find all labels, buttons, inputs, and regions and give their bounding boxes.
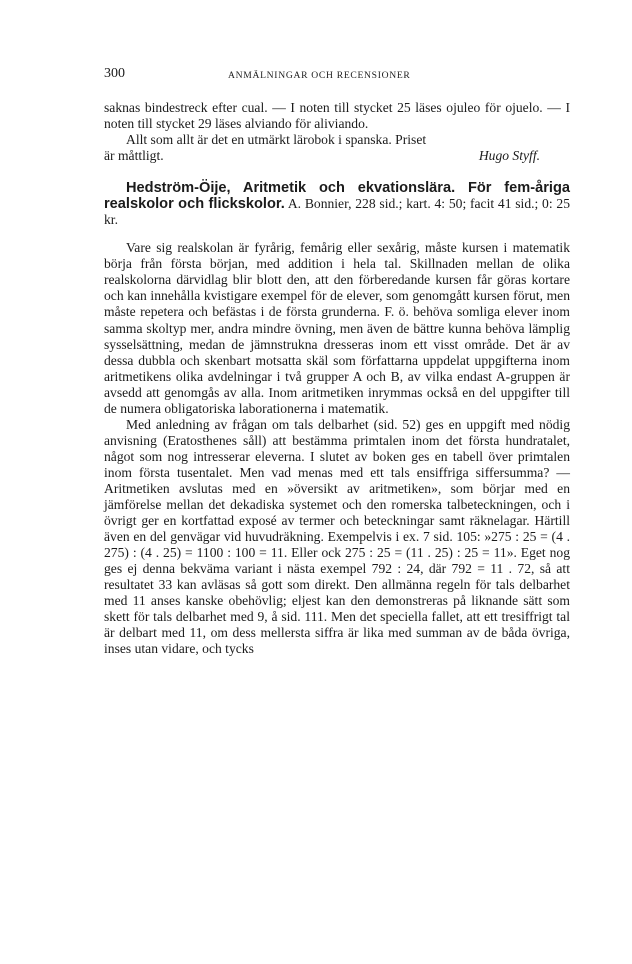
- page-number: 300: [104, 66, 125, 81]
- previous-review-closing: Allt som allt är det en utmärkt lärobok i spanska. Priset: [126, 132, 427, 148]
- page: [104, 66, 570, 658]
- previous-review-closing-end: är måttligt.: [104, 148, 164, 164]
- reviewer-signature: Hugo Styff.: [478, 148, 540, 164]
- running-head: ANMÄLNINGAR OCH RECENSIONER: [228, 70, 411, 81]
- signature-row: [104, 148, 570, 164]
- body-paragraph: Vare sig realskolan är fyrårig, femårig eller sexårig, måste kursen i matematik börja från första början, med addition i hela tal. Skillnaden mellan de olika realskolorna därvidlag blir blott den, att den förberedande kursen får göras kortare och kan innehålla kvistigare exempel för de elever, som genomgått kursen förut, men måste repetera och befästas i de första grunderna. F. ö. behöva somliga elever inom samma skoltyp mer, andra mindre övning, men även de bättre kunna behöva lämplig sysselsättning, medan de jämnstrukna dresseras inom ett visst område. Det är av dessa dubbla och skenbart motsatta skäl som författarna uppdelat uppgifterna inom aritmetikens olika avdelningar i två grupper A och B, av vilka endast A-gruppen är avsedd att genomgås av alla. Inom aritmetiken inrymmas också en del uppgifter till de numera obligatoriska laborationerna i matematik.: [104, 240, 570, 416]
- body-paragraph: Med anledning av frågan om tals delbarhet (sid. 52) ges en uppgift med nödig anvisning (Eratosthenes såll) att bestämma primtalen inom det första hundratalet, något som nog intresserar eleverna. I slutet av boken ges en tabell över primtalen inom första tusentalet. Men vad menas med ett tals ensiffriga siffersumma? — Aritmetiken avslutas med en »översikt av aritmetiken», som börjar med en jämförelse mellan det dekadiska systemet och den romerska talbeteckningen, och i övrigt ger en kortfattad exposé av termer och beteckningar samt räknelagar. Härtill även en del genvägar vid huvudräkning. Exempelvis i ex. 7 sid. 105: »275 : 25 = (4 . 275) : (4 . 25) = 1100 : 100 = 11. Eller ock 275 : 25 = (11 . 25) : 25 = 11». Eget nog ges ej denna bekväma variant i nästa exempel 792 : 24, där 792 = 11 . 72, så att resultatet 33 kan avläsas så gott som direkt. Den allmänna regeln för tals delbarhet med 11 anses kanske obehövlig; eljest kan den demonstreras på liknande sätt som skett för tals delbarhet med 9, å sid. 111. Men det speciella fallet, att ett tresiffrigt tal är delbart med 11, om dess mellersta siffra är lika med summan av de båda övriga, inses utan vidare, och tycks: [104, 416, 570, 657]
- publication-details: A. Bonnier, 228 sid.; kart. 4: 50; facit 41 sid.; 0: 25 kr.: [104, 196, 570, 228]
- previous-review-text: saknas bindestreck efter cual. — I noten till stycket 25 läses ojuleo för ojuelo. — I noten till stycket 29 läses alviando för aliviando.: [104, 100, 570, 132]
- review-entry-heading: [104, 180, 570, 228]
- page-header: [104, 66, 570, 84]
- book-title: Hedström-Öije, Aritmetik och ekvationslära. För fem-åriga realskolor och flickskolor.: [104, 180, 570, 213]
